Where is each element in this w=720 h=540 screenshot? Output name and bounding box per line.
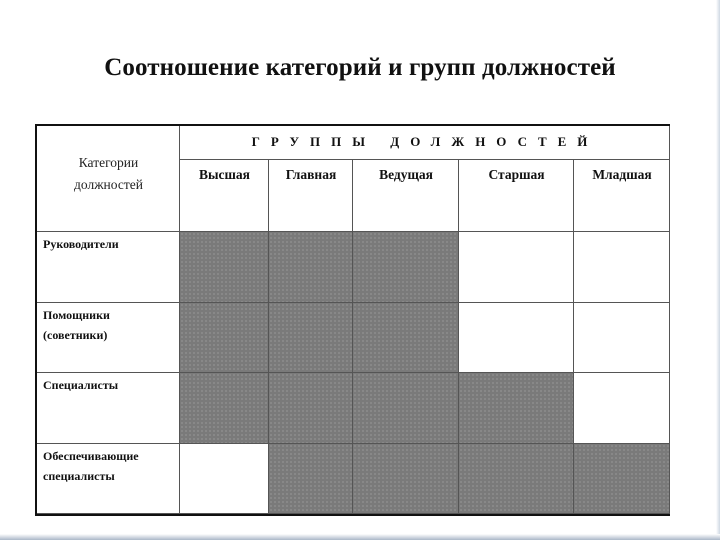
row-label-cell xyxy=(37,232,180,303)
row-label-line2: (советники) xyxy=(43,328,108,342)
column-header: Ведущая xyxy=(379,167,433,182)
corner-cell xyxy=(37,126,180,232)
shaded-cell xyxy=(353,232,459,303)
empty-cell xyxy=(574,232,670,303)
shaded-cell xyxy=(459,373,574,444)
column-header: Старшая xyxy=(488,167,545,182)
row-label-line2: специалисты xyxy=(43,469,115,483)
position-category-table xyxy=(35,124,670,516)
corner-label-line1: Категории xyxy=(78,155,139,170)
row-label-cell xyxy=(37,303,180,373)
slide-edge-shadow-bottom xyxy=(0,534,720,540)
column-header: Младшая xyxy=(592,167,652,182)
shaded-cell xyxy=(269,232,353,303)
row-label-cell xyxy=(37,373,180,444)
shaded-cell xyxy=(353,373,459,444)
column-header-cell xyxy=(180,160,269,232)
column-header-cell xyxy=(459,160,574,232)
row-label xyxy=(43,375,176,395)
empty-cell xyxy=(459,303,574,373)
shaded-cell xyxy=(269,444,353,514)
row-label xyxy=(43,234,176,254)
shaded-cell xyxy=(353,444,459,514)
row-label-cell xyxy=(37,444,180,514)
column-header: Высшая xyxy=(199,167,250,182)
page-title: Соотношение категорий и групп должностей xyxy=(104,54,616,81)
corner-label xyxy=(37,152,180,196)
slide-edge-shadow-right xyxy=(716,0,720,540)
shaded-cell xyxy=(574,444,670,514)
row-label-line1: Руководители xyxy=(43,237,119,251)
row-label-line1: Специалисты xyxy=(43,378,119,392)
shaded-cell xyxy=(180,232,269,303)
corner-label-line2: должностей xyxy=(74,177,143,192)
column-header-cell xyxy=(574,160,670,232)
column-header: Главная xyxy=(285,167,337,182)
shaded-cell xyxy=(180,373,269,444)
row-label-line1: Помощники xyxy=(43,308,110,322)
groups-header-text: ГРУППЫ ДОЛЖНОСТЕЙ xyxy=(251,134,599,149)
empty-cell xyxy=(574,303,670,373)
row-label-line1: Обеспечивающие xyxy=(43,449,139,463)
shaded-cell xyxy=(353,303,459,373)
shaded-cell xyxy=(180,303,269,373)
shaded-cell xyxy=(269,373,353,444)
shaded-cell xyxy=(459,444,574,514)
row-label xyxy=(43,305,176,345)
shaded-cell xyxy=(269,303,353,373)
groups-header-cell xyxy=(180,126,670,160)
row-label xyxy=(43,446,176,486)
empty-cell xyxy=(180,444,269,514)
column-header-cell xyxy=(269,160,353,232)
empty-cell xyxy=(459,232,574,303)
empty-cell xyxy=(574,373,670,444)
column-header-cell xyxy=(353,160,459,232)
